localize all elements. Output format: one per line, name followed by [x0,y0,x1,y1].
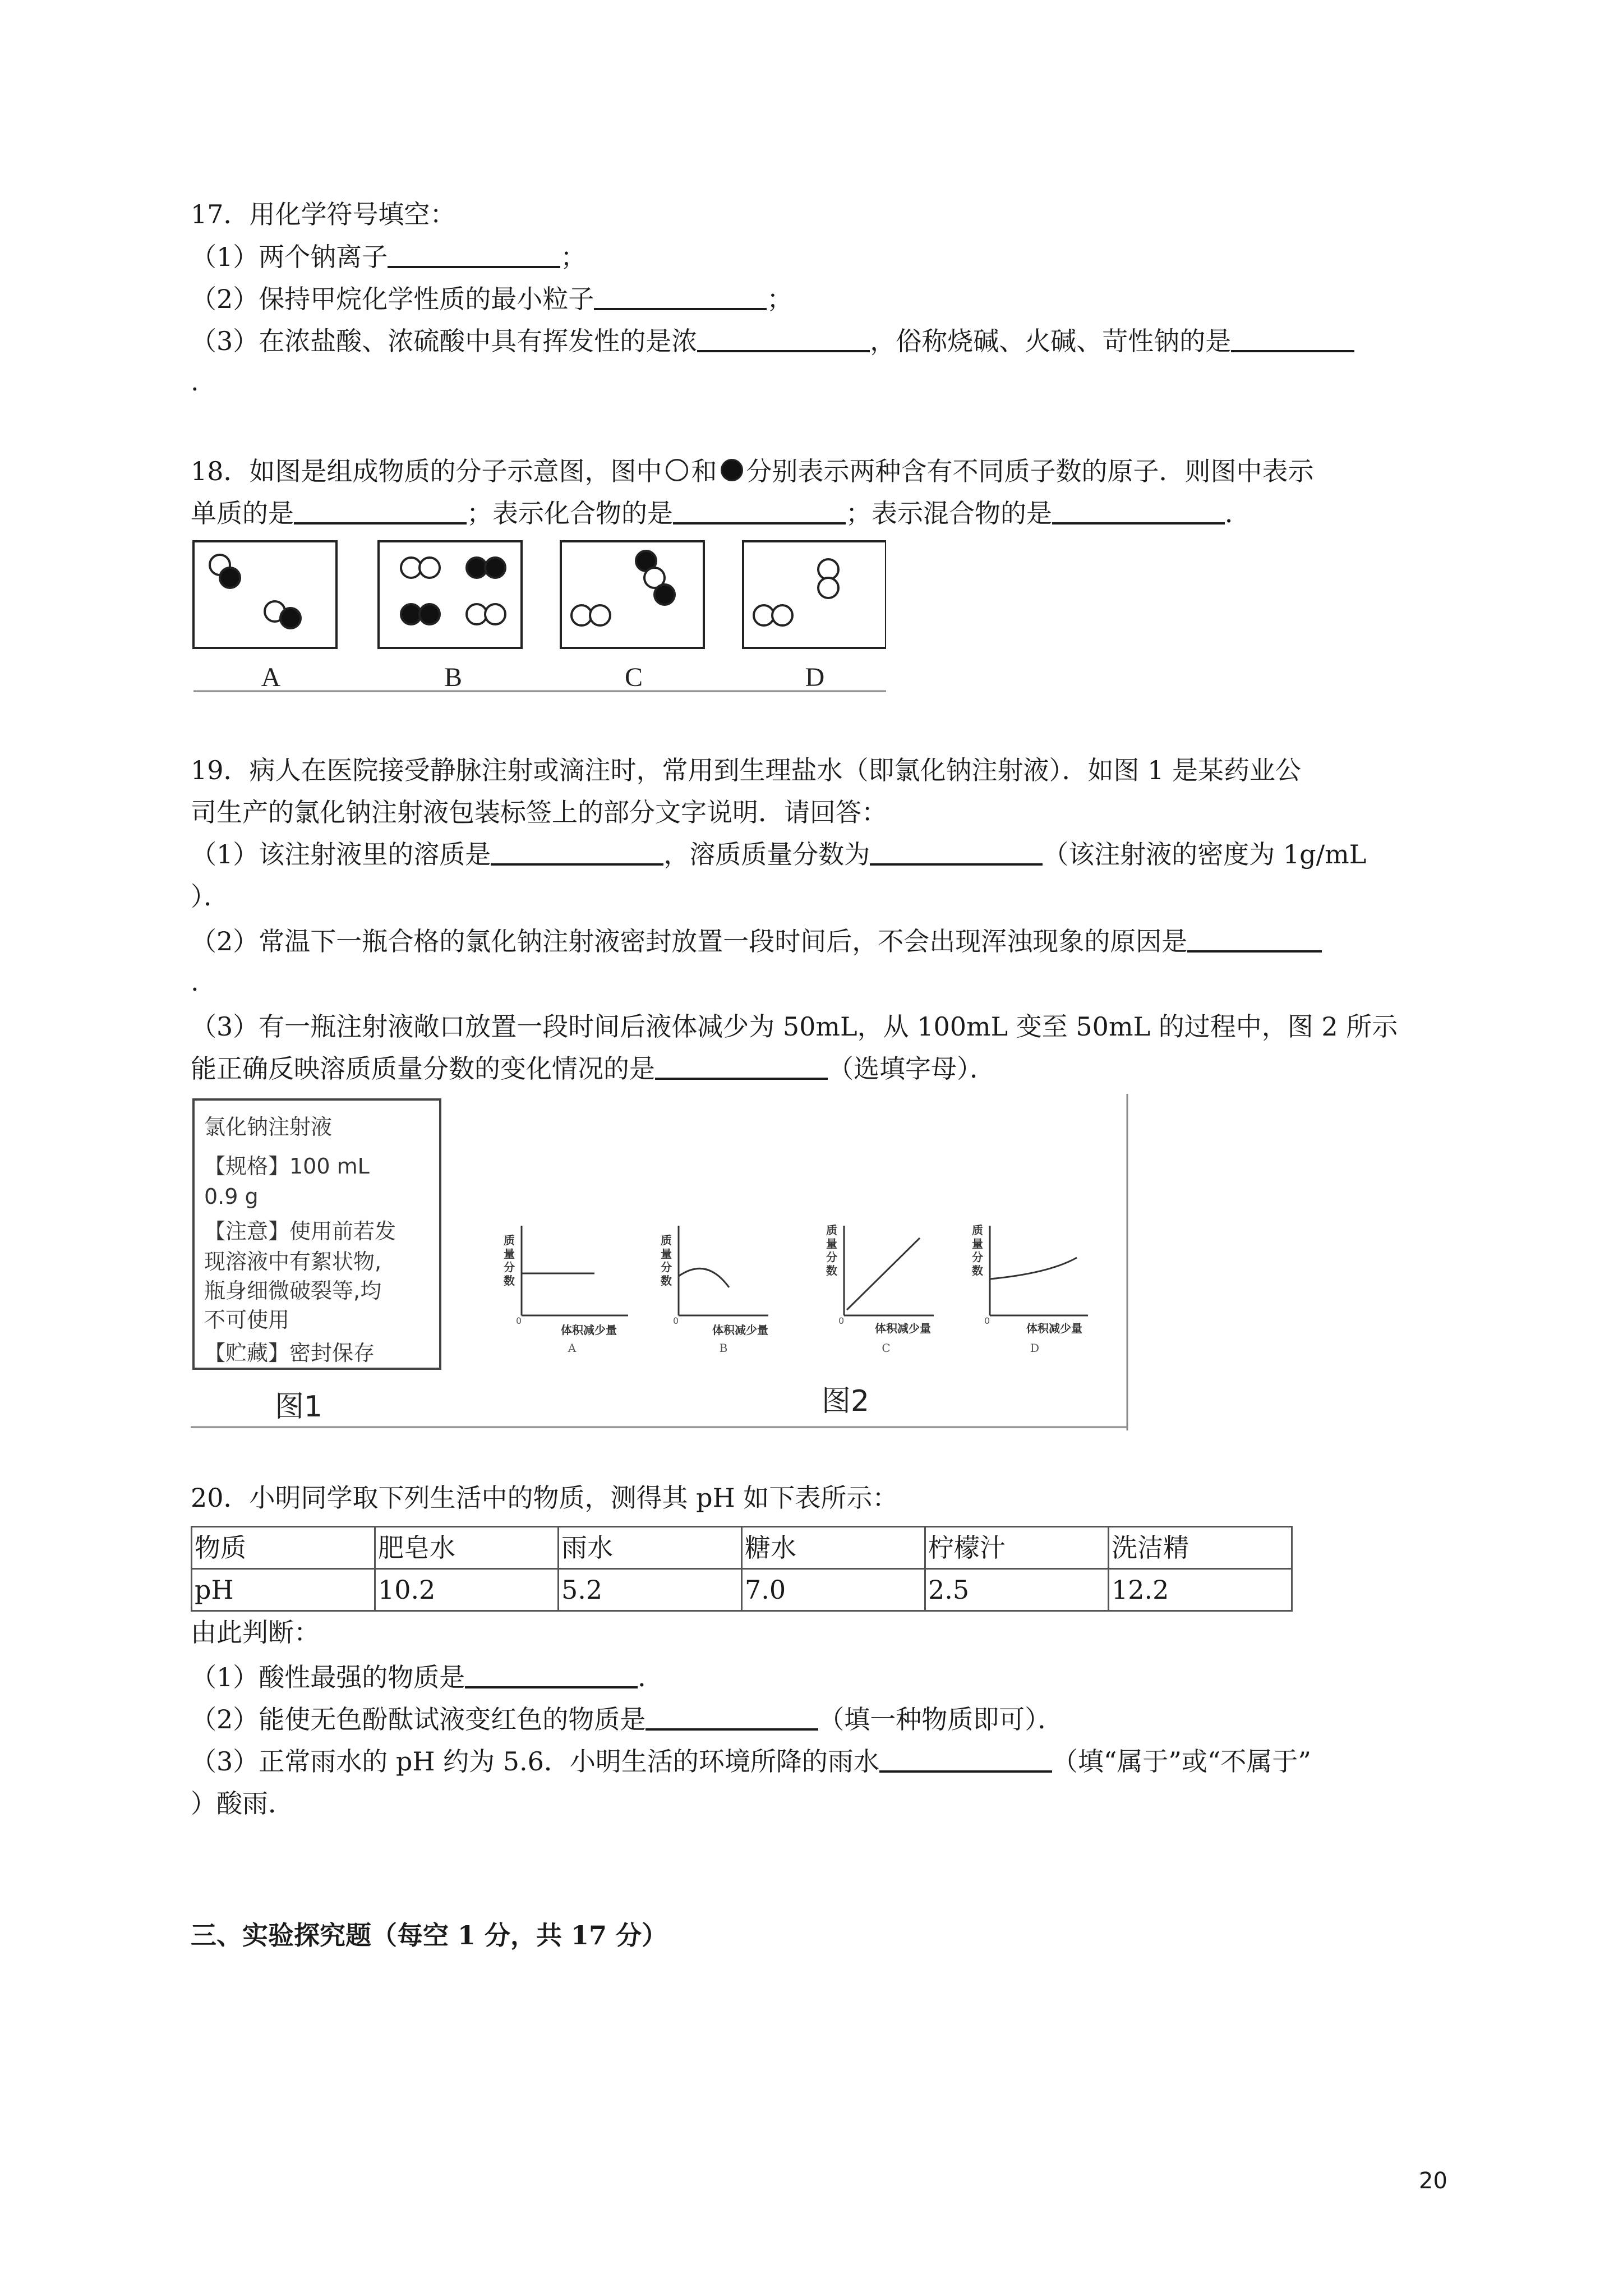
curve-b [679,1268,729,1287]
graph-label-b: B [719,1341,728,1355]
white-atom-icon [666,459,688,481]
origin-a: 0 [516,1315,522,1326]
answer-blank[interactable] [697,324,870,352]
q18-l1c-text: 分别表示两种含有不同质子数的原子．则图中表示 [746,456,1314,486]
q19-line7: （3）有一瓶注射液敞口放置一段时间后液体减少为 50mL，从 100mL 变至 50mL 的过程中，图 2 所示 [191,1011,1398,1042]
ylabel-d-4: 数 [972,1264,983,1277]
q20-line3 [191,1745,1311,1778]
section-heading: 三、实验探究题（每空 1 分，共 17 分） [191,1920,668,1950]
answer-blank[interactable] [1187,924,1322,953]
q18-l1a-text: 18．如图是组成物质的分子示意图，图中 [191,456,662,486]
table-cell: 雨水 [559,1527,742,1569]
answer-blank[interactable] [870,838,1043,866]
q17-l2-text: （2）保持甲烷化学性质的最小粒子 [191,284,594,314]
q20-l3a-text: （3）正常雨水的 pH 约为 5.6．小明生活的环境所降的雨水 [191,1746,879,1777]
molecules-d [754,559,838,625]
xlabel-d: 体积减少量 [1026,1322,1082,1335]
q19-line1: 19．病人在医院接受静脉注射或滴注时，常用到生理盐水（即氯化钠注射液）．如图 1 是某药业公 [191,755,1302,785]
q19-line2: 司生产的氯化钠注射液包装标签上的部分文字说明．请回答： [191,797,887,827]
q17-l3b-text: ，俗称烧碱、火碱、苛性钠的是 [870,326,1232,356]
q18-l1b-text: 和 [691,456,717,486]
q17-l1-text: （1）两个钠离子 [191,242,388,272]
graph-label-c: C [882,1341,891,1355]
label-title: 氯化钠注射液 [204,1115,333,1139]
q18-l2-end: ． [1225,498,1251,528]
q18-l2c-text: ；表示混合物的是 [846,498,1052,528]
q19-l3c-text: （该注射液的密度为 1g/mL [1043,839,1367,869]
label-store: 【贮藏】密封保存 [204,1341,375,1365]
label-spec2: 0.9 g [204,1184,259,1209]
graph-label-d: D [1030,1341,1040,1355]
answer-blank[interactable] [388,240,560,268]
answer-blank[interactable] [465,1660,638,1688]
fig1-caption: 图1 [275,1390,323,1424]
q20-line2 [191,1703,1063,1736]
ylabel-a-4: 数 [504,1274,515,1287]
label-spec1: 【规格】100 mL [204,1154,370,1179]
answer-blank[interactable] [294,496,467,524]
answer-blank[interactable] [655,1052,828,1080]
label-a: A [261,662,281,692]
q17-l2-end: ； [767,284,793,314]
table-cell: 2.5 [925,1569,1109,1611]
ylabel-c-1: 质 [826,1223,837,1237]
xlabel-c: 体积减少量 [875,1322,931,1335]
q17-l3a-text: （3）在浓盐酸、浓硫酸中具有挥发性的是浓 [191,326,698,356]
q19-line3 [191,838,1366,871]
q19-l3a-text: （1）该注射液里的溶质是 [191,839,491,869]
table-row [192,1569,1292,1611]
table-cell: 物质 [192,1527,375,1569]
ylabel-d-3: 分 [972,1250,983,1264]
q19-l8a-text: 能正确反映溶质质量分数的变化情况的是 [191,1053,655,1084]
q20-judge: 由此判断： [191,1617,320,1648]
curve-c [847,1238,920,1310]
origin-d: 0 [984,1315,990,1326]
answer-blank[interactable] [1052,496,1225,524]
answer-blank[interactable] [673,496,846,524]
label-b: B [444,662,463,692]
table-cell: 糖水 [742,1527,925,1569]
label-note3: 瓶身细微破裂等,均 [204,1278,382,1303]
ph-table [191,1526,1293,1612]
answer-blank[interactable] [879,1745,1052,1773]
curve-d [990,1258,1077,1279]
graph-c [826,1223,934,1355]
ylabel-a-1: 质 [504,1234,515,1247]
q17-l1-end: ； [560,242,587,272]
ylabel-c-4: 数 [826,1264,837,1277]
box-d [743,541,886,648]
label-note4: 不可使用 [204,1308,290,1332]
ylabel-b-1: 质 [661,1234,672,1247]
q18-l2b-text: ；表示化合物的是 [467,498,673,528]
origin-b: 0 [673,1315,679,1326]
answer-blank[interactable] [594,282,767,310]
black-atom-icon [721,459,743,481]
table-cell: 柠檬汁 [925,1527,1109,1569]
q19-line5 [191,924,1322,958]
ylabel-a-3: 分 [504,1260,515,1274]
ylabel-c-3: 分 [826,1250,837,1264]
q20-title: 20．小明同学取下列生活中的物质，测得其 pH 如下表所示： [191,1483,898,1513]
q20-l1a-text: （1）酸性最强的物质是 [191,1662,465,1692]
q17-title-text: 17．用化学符号填空： [191,199,456,229]
molecules-a [210,555,301,628]
q19-l8b-text: （选填字母）． [828,1053,995,1084]
q19-l5-text: （2）常温下一瓶合格的氯化钠注射液密封放置一段时间后，不会出现浑浊现象的原因是 [191,926,1188,956]
ylabel-d-1: 质 [972,1223,983,1237]
origin-c: 0 [838,1315,845,1326]
fig2-caption: 图2 [822,1384,870,1418]
label-note1: 【注意】使用前若发 [204,1219,396,1244]
q17-line2 [191,282,792,316]
box-b [379,541,522,648]
page-number: 20 [1419,2168,1447,2194]
q18-line1 [191,454,1314,488]
table-row [192,1527,1292,1569]
injection-figure [191,1094,1133,1430]
ylabel-b-2: 量 [661,1247,672,1260]
q20-l3b-text: （填“属于”或“不属于” [1052,1746,1311,1777]
q20-l2a-text: （2）能使无色酚酞试液变红色的物质是 [191,1704,646,1734]
q18-l2a-text: 单质的是 [191,498,294,528]
graph-d [972,1223,1088,1355]
ylabel-c-2: 量 [826,1237,837,1250]
molecules-b [401,558,505,624]
table-cell: 5.2 [559,1569,742,1611]
graph-label-a: A [568,1341,577,1355]
graph-b [661,1226,768,1355]
q20-line4: ）酸雨． [191,1788,294,1819]
table-cell: 洗洁精 [1109,1527,1292,1569]
xlabel-a: 体积减少量 [561,1323,617,1337]
answer-blank[interactable] [491,838,663,866]
ylabel-a-2: 量 [504,1247,515,1260]
q20-line1 [191,1660,663,1694]
box-c [561,541,704,648]
q17-title [191,197,456,231]
q19-line6: . [191,967,199,997]
label-note2: 现溶液中有絮状物, [204,1249,382,1274]
q20-l2b-text: （填一种物质即可）． [818,1704,1064,1734]
xlabel-b: 体积减少量 [712,1323,768,1337]
q18-line2 [191,496,1251,530]
molecule-diagram [191,536,886,698]
table-cell: 12.2 [1109,1569,1292,1611]
table-cell: 肥皂水 [375,1527,559,1569]
table-cell: pH [192,1569,375,1611]
q20-l1b-text: ． [638,1662,664,1692]
q17-line1 [191,240,586,274]
ylabel-b-4: 数 [661,1274,672,1287]
ylabel-d-2: 量 [972,1237,983,1250]
label-c: C [624,662,643,692]
q19-l3b-text: ，溶质质量分数为 [663,839,870,869]
q17-line3-end: . [191,366,199,397]
table-cell: 10.2 [375,1569,559,1611]
q19-line4: ）． [191,881,229,912]
q19-line8 [191,1052,995,1085]
label-d: D [805,662,825,692]
ylabel-b-3: 分 [661,1260,672,1274]
molecules-c [571,551,675,625]
answer-blank[interactable] [645,1703,818,1731]
q17-line3 [191,324,1354,358]
answer-blank[interactable] [1231,324,1354,352]
graph-a [504,1226,628,1355]
table-cell: 7.0 [742,1569,925,1611]
